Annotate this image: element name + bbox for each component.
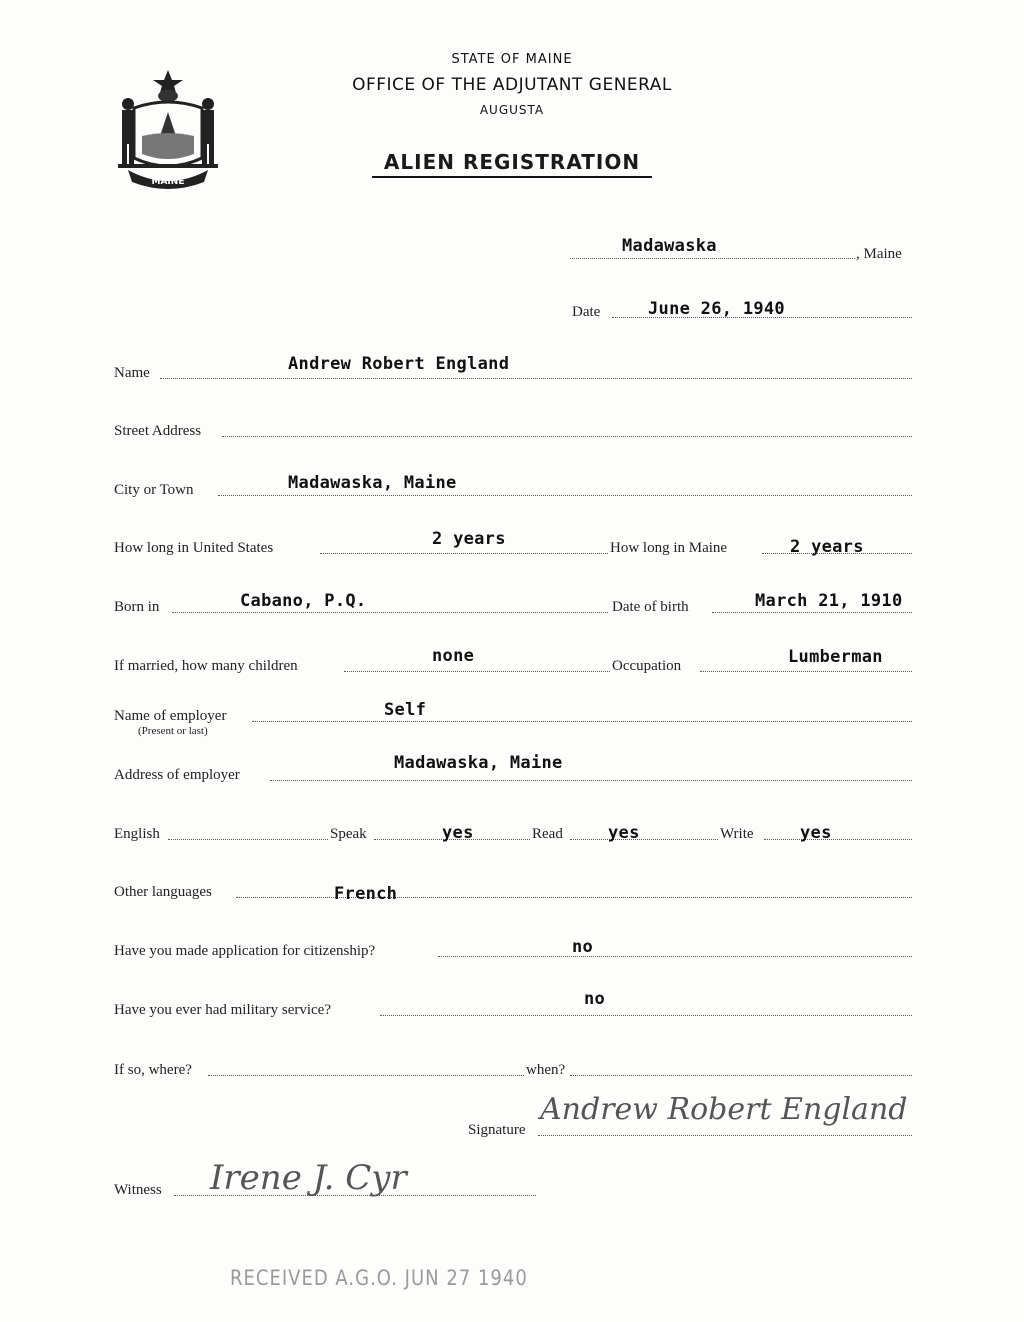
signature-label: Signature [468, 1122, 526, 1138]
military-line [380, 1015, 912, 1016]
location-value[interactable]: Madawaska [622, 236, 717, 256]
where-label: If so, where? [114, 1062, 192, 1078]
dob-line [712, 612, 912, 613]
citizenship-line [438, 956, 912, 957]
children-label: If married, how many children [114, 658, 298, 674]
employer-addr-line [270, 780, 912, 781]
english-label: English [114, 826, 160, 842]
dob-value[interactable]: March 21, 1910 [755, 591, 903, 611]
english-line [168, 839, 328, 840]
street-line [222, 436, 912, 437]
read-value[interactable]: yes [608, 823, 640, 843]
date-value[interactable]: June 26, 1940 [648, 299, 785, 319]
maine-time-value[interactable]: 2 years [790, 537, 864, 557]
street-label: Street Address [114, 423, 202, 439]
date-label: Date [572, 304, 601, 320]
when-label: when? [526, 1062, 566, 1078]
children-value[interactable]: none [432, 646, 475, 666]
write-label: Write [720, 826, 754, 842]
where-line [208, 1075, 524, 1076]
when-line [570, 1075, 912, 1076]
header-office: OFFICE OF THE ADJUTANT GENERAL [352, 75, 672, 95]
employer-line [252, 721, 912, 722]
header-state: STATE OF MAINE [451, 52, 573, 67]
write-value[interactable]: yes [800, 823, 832, 843]
occupation-line [700, 671, 912, 672]
children-line [344, 671, 610, 672]
seal-text: MAINE [151, 177, 185, 187]
other-lang-value[interactable]: French [334, 884, 398, 904]
occupation-label: Occupation [612, 658, 682, 674]
signature-line [538, 1135, 912, 1136]
city-value[interactable]: Madawaska, Maine [288, 473, 457, 493]
citizenship-label: Have you made application for citizenship? [114, 943, 376, 959]
received-stamp: RECEIVED A.G.O. JUN 27 1940 [230, 1265, 528, 1292]
speak-value[interactable]: yes [442, 823, 474, 843]
name-line [160, 378, 912, 379]
read-label: Read [532, 826, 563, 842]
city-line [218, 495, 912, 496]
born-line [172, 612, 608, 613]
read-line [570, 839, 718, 840]
born-label: Born in [114, 599, 160, 615]
occupation-value[interactable]: Lumberman [788, 647, 883, 667]
employer-note: (Present or last) [138, 725, 208, 737]
city-label: City or Town [114, 482, 194, 498]
write-line [764, 839, 912, 840]
other-lang-label: Other languages [114, 884, 212, 900]
employer-addr-value[interactable]: Madawaska, Maine [394, 753, 563, 773]
employer-addr-label: Address of employer [114, 767, 240, 783]
born-value[interactable]: Cabano, P.Q. [240, 591, 367, 611]
speak-label: Speak [330, 826, 367, 842]
signature-value: Andrew Robert England [540, 1092, 908, 1127]
name-label: Name [114, 365, 150, 381]
citizenship-value[interactable]: no [572, 937, 594, 957]
dob-label: Date of birth [612, 599, 689, 615]
location-suffix: , Maine [856, 246, 902, 262]
location-line [570, 258, 855, 259]
us-time-label: How long in United States [114, 540, 274, 556]
military-value[interactable]: no [584, 989, 606, 1009]
us-time-value[interactable]: 2 years [432, 529, 506, 549]
employer-value[interactable]: Self [384, 700, 427, 720]
form-title: ALIEN REGISTRATION [372, 150, 652, 178]
witness-label: Witness [114, 1182, 162, 1198]
name-value[interactable]: Andrew Robert England [288, 354, 510, 374]
employer-label: Name of employer [114, 708, 227, 724]
maine-time-label: How long in Maine [610, 540, 728, 556]
header-city: AUGUSTA [479, 103, 545, 117]
military-label: Have you ever had military service? [114, 1002, 331, 1018]
witness-value: Irene J. Cyr [210, 1158, 407, 1198]
us-time-line [320, 553, 608, 554]
